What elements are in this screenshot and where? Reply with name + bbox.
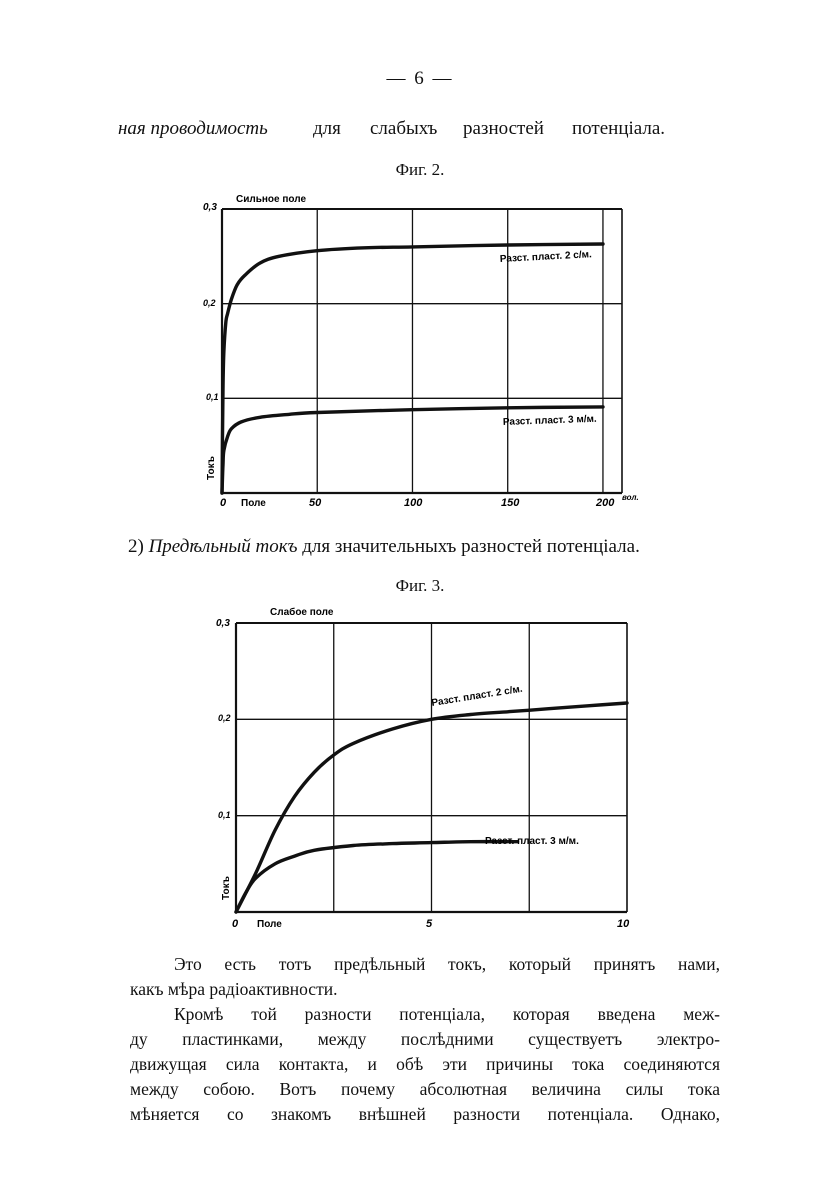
figure-3-series-1-label: Разст. пласт. 2 с/м. <box>430 683 524 709</box>
figure-2-title: Сильное поле <box>236 194 307 205</box>
section-2-heading <box>128 536 748 558</box>
figure-2-series-2-label: Разст. пласт. 3 м/м. <box>502 413 597 428</box>
intro-word-4: потенціала. <box>572 118 666 139</box>
body-p1-line1: Это есть тотъ предѣльный токъ, который принятъ нами, <box>174 954 720 974</box>
figure-2-xtick-3: 150 <box>501 497 520 509</box>
figure-3-xtick-1: 5 <box>426 918 433 930</box>
figure-2-x-unit: вол. <box>622 493 639 502</box>
intro-word-1: для <box>313 118 341 139</box>
figure-2-xtick-1: 50 <box>309 497 322 509</box>
figure-3-ytick-1: 0,1 <box>218 810 231 820</box>
section-2-number: 2) <box>128 536 144 557</box>
figure-3-xtick-2: 10 <box>617 918 630 930</box>
figure-3-xlabel: Поле <box>257 919 282 930</box>
figure-3-series-2-label: Разст. пласт. 3 м/м. <box>485 836 579 847</box>
figure-2-chart <box>190 185 660 520</box>
body-text <box>130 952 720 1127</box>
figure-2-ytick-2: 0,2 <box>203 298 216 308</box>
figure-2-ytick-1: 0,1 <box>206 392 219 402</box>
figure-3-ylabel: Токъ <box>221 876 232 900</box>
section-2-rest: для значительныхъ разностей потенціала. <box>302 536 640 557</box>
figure-2-xtick-4: 200 <box>596 497 615 509</box>
figure-3-title: Слабое поле <box>270 607 334 618</box>
figure-3-caption: Фиг. 3. <box>395 576 445 595</box>
page-number: — 6 — <box>386 68 454 89</box>
figure-3-ytick-3: 0,3 <box>216 618 230 629</box>
body-p2-line5: мѣняется со знакомъ внѣшней разности потенціала. Однако, <box>130 1104 720 1124</box>
figure-2-ytick-3: 0,3 <box>203 202 217 213</box>
body-p2-line4: между собою. Вотъ почему абсолютная величина силы тока <box>130 1079 720 1099</box>
figure-2-caption: Фиг. 2. <box>395 160 445 179</box>
figure-2-xtick-2: 100 <box>404 497 423 509</box>
body-p1-line2: какъ мѣра радіоактивности. <box>130 979 338 999</box>
figure-2-xlabel: Поле <box>241 498 266 509</box>
body-p2-line1: Кромѣ той разности потенціала, которая введена меж- <box>174 1004 720 1024</box>
figure-3-chart <box>210 600 650 935</box>
body-p2-line2: ду пластинками, между послѣдними существуетъ электро- <box>130 1029 720 1049</box>
intro-word-2: слабыхъ <box>370 118 438 139</box>
figure-3-series-2-line <box>236 842 518 912</box>
figure-2-series-1-label: Разст. пласт. 2 с/м. <box>499 249 593 265</box>
intro-italic: ная проводимость <box>118 118 268 139</box>
body-p2-line3: движущая сила контакта, и обѣ эти причины тока соединяются <box>130 1054 720 1074</box>
figure-2-xtick-0: 0 <box>220 497 227 509</box>
intro-word-3: разностей <box>463 118 544 139</box>
figure-3-xtick-0: 0 <box>232 918 239 930</box>
figure-3-ytick-2: 0,2 <box>218 713 231 723</box>
section-2-italic: Предѣльный токъ <box>148 536 298 557</box>
figure-3-grid <box>236 623 627 912</box>
figure-2-ylabel: Токъ <box>206 456 217 480</box>
